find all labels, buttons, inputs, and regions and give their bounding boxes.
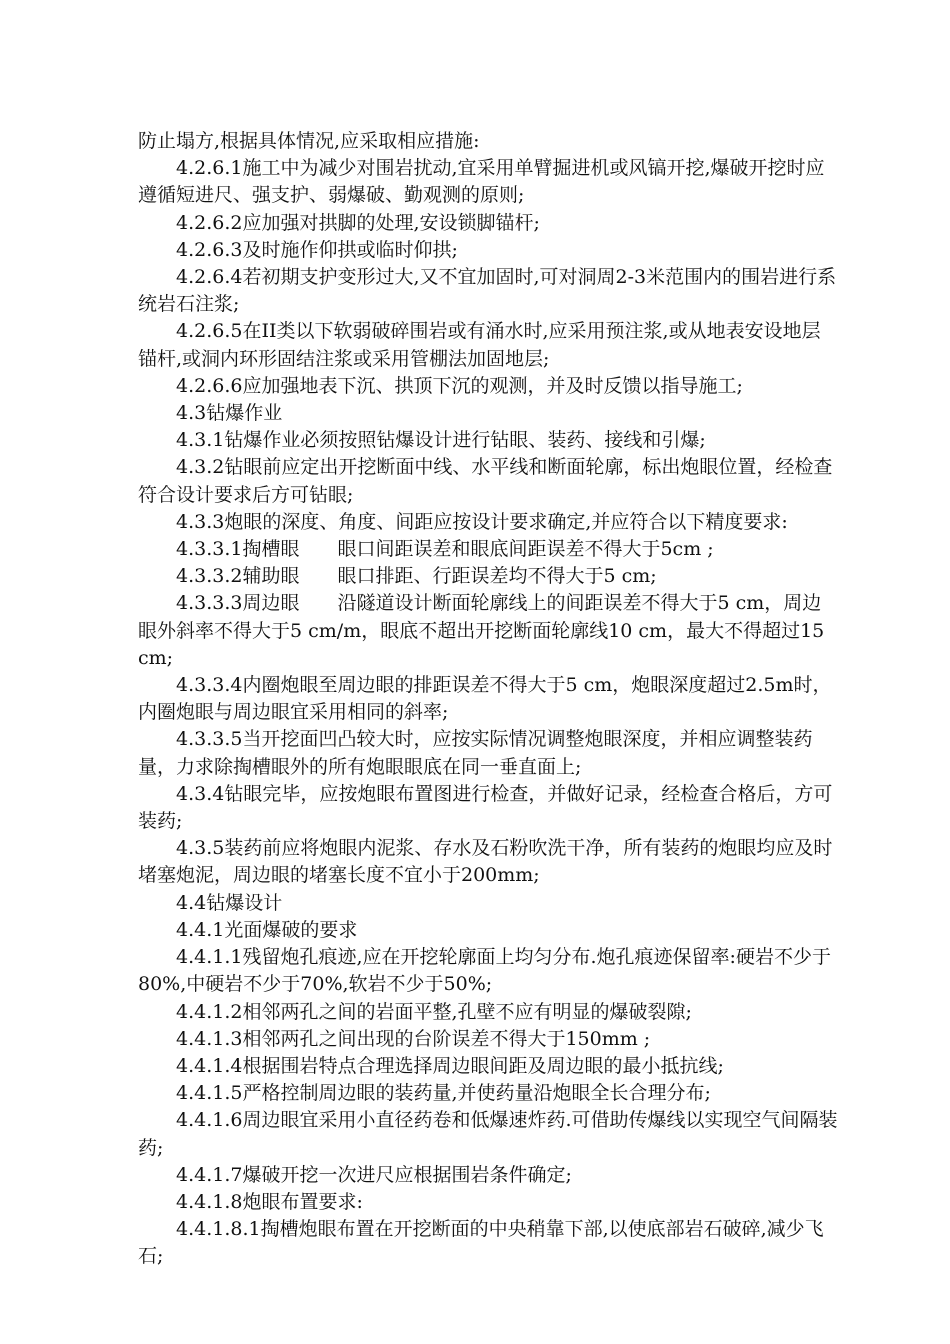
paragraph: 4.3.2钻眼前应定出开挖断面中线、水平线和断面轮廓，标出炮眼位置，经检查符合设计要求后方可钻眼;: [138, 456, 833, 506]
paragraph: 防止塌方,根据具体情况,应采取相应措施:: [138, 130, 480, 152]
paragraph: 4.2.6.6应加强地表下沉、拱顶下沉的观测，并及时反馈以指导施工;: [176, 374, 743, 397]
paragraph: 4.3.3.1掏槽眼 眼口间距误差和眼底间距误差不得大于5cm ;: [176, 538, 714, 561]
paragraph: 4.4.1.8炮眼布置要求:: [176, 1190, 363, 1213]
section-heading: 4.3钻爆作业: [176, 402, 283, 425]
paragraph: 4.3.3炮眼的深度、角度、间距应按设计要求确定,并应符合以下精度要求:: [176, 510, 788, 533]
paragraph: 4.3.1钻爆作业必须按照钻爆设计进行钻眼、装药、接线和引爆;: [176, 429, 706, 452]
paragraph: 4.4.1.7爆破开挖一次进尺应根据围岩条件确定;: [176, 1163, 572, 1186]
paragraph: 4.3.3.4内圈炮眼至周边眼的排距误差不得大于5 cm，炮眼深度超过2.5m时，内圈炮眼与周边眼宜采用相同的斜率;: [138, 674, 832, 724]
paragraph: 4.2.6.5在II类以下软弱破碎围岩或有涌水时,应采用预注浆,或从地表安设地层锚杆,或洞内环形固结注浆或采用管棚法加固地层;: [138, 320, 821, 370]
paragraph: 4.2.6.2应加强对拱脚的处理,安设锁脚锚杆;: [176, 211, 540, 234]
subsection-heading: 4.4.1光面爆破的要求: [176, 918, 358, 941]
paragraph: 4.2.6.4若初期支护变形过大,又不宜加固时,可对洞周2-3米范围内的围岩进行系统岩石注浆;: [138, 266, 837, 316]
paragraph: 4.2.6.1施工中为减少对围岩扰动,宜采用单臂掘进机或风镐开挖,爆破开挖时应遵循短进尺、强支护、弱爆破、勤观测的原则;: [138, 157, 825, 207]
paragraph: 4.4.1.2相邻两孔之间的岩面平整,孔壁不应有明显的爆破裂隙;: [176, 1000, 692, 1023]
paragraph: 4.4.1.5严格控制周边眼的装药量,并使药量沿炮眼全长合理分布;: [176, 1082, 711, 1105]
document-body: [138, 128, 838, 1271]
paragraph: 4.4.1.4根据围岩特点合理选择周边眼间距及周边眼的最小抵抗线;: [176, 1054, 724, 1077]
paragraph: 4.3.3.3周边眼 沿隧道设计断面轮廓线上的间距误差不得大于5 cm，周边眼外斜率不得大于5 cm/m，眼底不超出开挖断面轮廓线10 cm，最大不得超过15 cm;: [138, 592, 825, 669]
section-heading: 4.4钻爆设计: [176, 891, 283, 914]
paragraph: 4.3.3.5当开挖面凹凸较大时，应按实际情况调整炮眼深度，并相应调整装药量，力求除掏槽眼外的所有炮眼眼底在同一垂直面上;: [138, 728, 813, 778]
paragraph: 4.2.6.3及时施作仰拱或临时仰拱;: [176, 238, 458, 261]
paragraph: 4.3.5装药前应将炮眼内泥浆、存水及石粉吹洗干净，所有装药的炮眼均应及时堵塞炮泥，周边眼的堵塞长度不宜小于200mm;: [138, 837, 833, 887]
paragraph: 4.4.1.3相邻两孔之间出现的台阶误差不得大于150mm ;: [176, 1027, 651, 1050]
paragraph: 4.4.1.8.1掏槽炮眼布置在开挖断面的中央稍靠下部,以使底部岩石破碎,减少飞石;: [138, 1218, 824, 1268]
paragraph: 4.3.4钻眼完毕，应按炮眼布置图进行检查，并做好记录，经检查合格后，方可装药;: [138, 782, 833, 833]
paragraph: 4.3.3.2辅助眼 眼口排距、行距误差均不得大于5 cm;: [176, 565, 657, 588]
paragraph: 4.4.1.6周边眼宜采用小直径药卷和低爆速炸药.可借助传爆线以实现空气间隔装药;: [138, 1109, 838, 1159]
paragraph: 4.4.1.1残留炮孔痕迹,应在开挖轮廓面上均匀分布.炮孔痕迹保留率:硬岩不少于80%,中硬岩不少于70%,软岩不少于50%;: [138, 946, 831, 996]
